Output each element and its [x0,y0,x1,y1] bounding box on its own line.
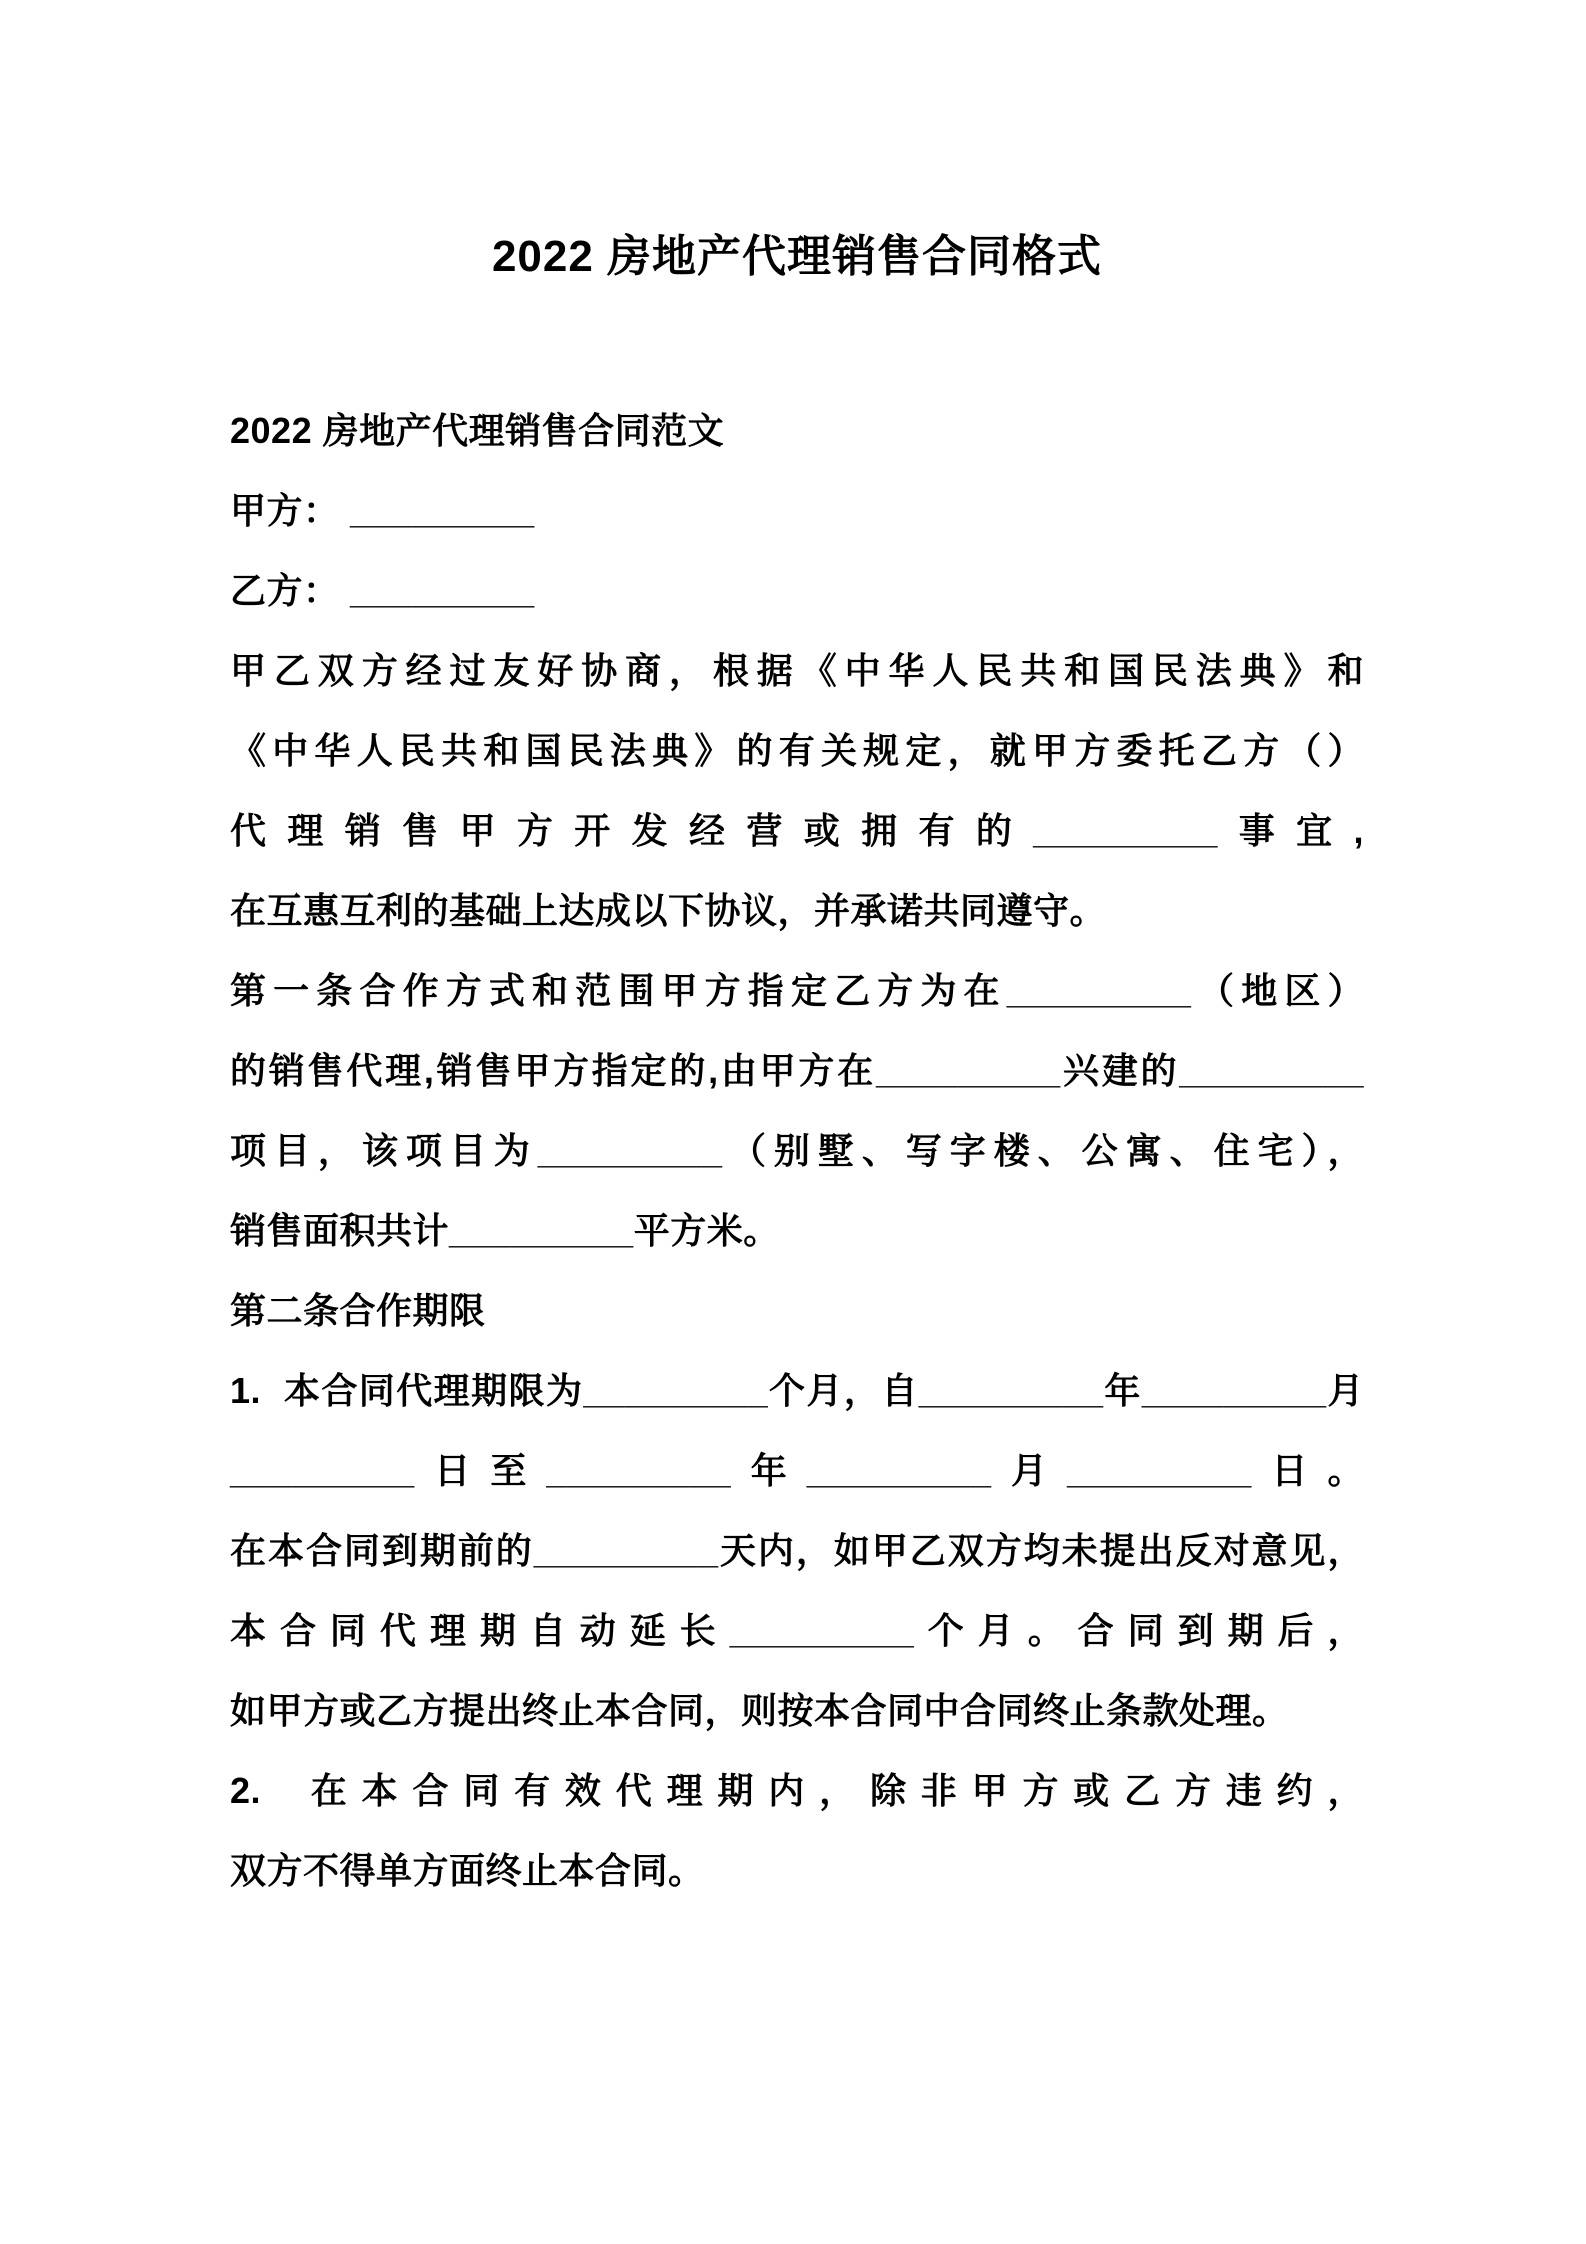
para-article-2-item-1: 1. 本合同代理期限为_________个月，自_________年_________月_________日至_________年_________月_________日。在本合同到期前的_________天内，如甲乙双方均未提出反对意见，本合同代理期自动延长_________个月。合同到期后，如甲方或乙方提出终止本合同，则按本合同中合同终止条款处理。 [230,1370,1364,1732]
para-subtitle: 2022 房地产代理销售合同范文 [230,410,725,452]
para-preamble: 甲乙双方经过友好协商，根据《中华人民共和国民法典》和《中华人民共和国民法典》的有关规定，就甲方委托乙方（）代理销售甲方开发经营或拥有的_________事宜,在互惠互利的基础上达成以下协议，并承诺共同遵守。 [230,650,1364,932]
para-article-2-heading: 第二条合作期限 [230,1290,486,1332]
para-article-1: 第一条合作方式和范围甲方指定乙方为在_________（地区）的销售代理,销售甲方指定的,由甲方在_________兴建的_________项目，该项目为_________（别墅、写字楼、公寓、住宅），销售面积共计_________平方米。 [230,970,1364,1252]
para-article-2-item-2: 2. 在本合同有效代理期内，除非甲方或乙方违约，双方不得单方面终止本合同。 [230,1770,1364,1892]
document-body [230,391,1364,1911]
document-title: 2022 房地产代理销售合同格式 [491,232,1103,281]
para-party-a: 甲方： _________ [230,490,535,532]
para-party-b: 乙方： _________ [230,570,535,612]
